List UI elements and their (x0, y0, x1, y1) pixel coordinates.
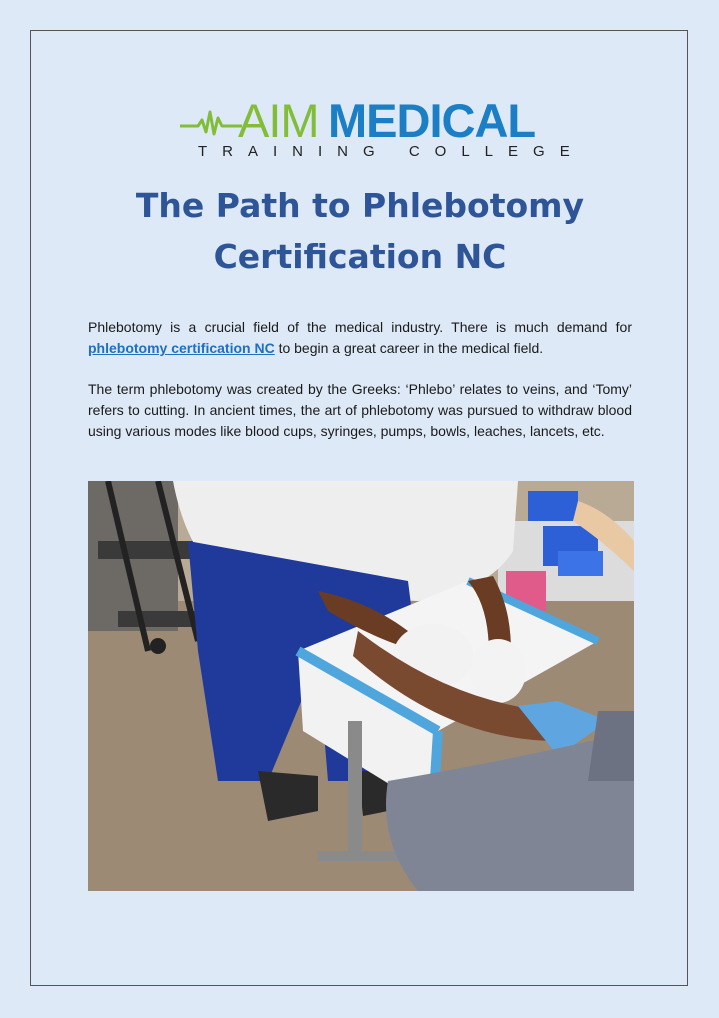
phlebotomy-certification-link[interactable]: phlebotomy certification NC (88, 340, 275, 356)
history-paragraph: The term phlebotomy was created by the Greeks: ‘Phlebo’ relates to veins, and ‘Tomy’ refers to cutting. In ancient times, the art of phlebotomy was pursued to withdraw blood using various modes like blood cups, syringes, pumps, bowls, leaches, lancets, etc. (88, 381, 632, 439)
phlebotomy-training-photo (88, 481, 634, 891)
aim-medical-logo (180, 94, 585, 162)
intro-paragraph (88, 317, 632, 359)
title-line-1: The Path to Phlebotomy (135, 186, 585, 225)
logo-word-aim: AIM (238, 94, 319, 147)
page-title (60, 180, 660, 282)
intro-text-before-link: Phlebotomy is a crucial field of the medical industry. There is much demand for (88, 319, 632, 335)
title-line-2: Certification NC (213, 237, 507, 276)
logo-word-medical: MEDICAL (328, 94, 536, 147)
logo-subtitle: TRAINING COLLEGE (198, 143, 585, 160)
photo-illustration (88, 481, 634, 891)
intro-text-after-link: to begin a great career in the medical field. (274, 340, 544, 356)
